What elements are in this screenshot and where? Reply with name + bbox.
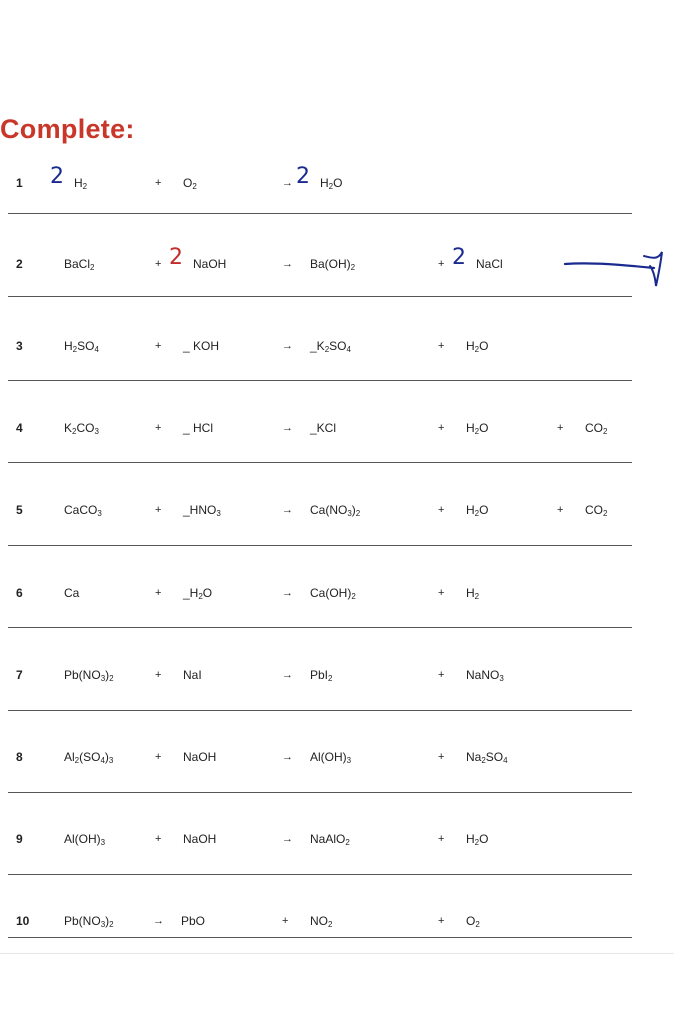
formula-text: Pb(NO bbox=[64, 668, 101, 682]
equation-number: 2 bbox=[16, 257, 23, 271]
plus-operator: + bbox=[438, 340, 445, 352]
chemical-term bbox=[183, 502, 221, 518]
formula-text: O bbox=[479, 832, 489, 846]
subscript: 2 bbox=[350, 263, 356, 272]
formula-text: O bbox=[183, 176, 193, 190]
equation-row bbox=[0, 502, 640, 542]
yields-arrow: → bbox=[282, 751, 293, 763]
equation-number: 8 bbox=[16, 750, 23, 764]
yields-arrow: → bbox=[153, 915, 164, 927]
formula-text: ) bbox=[105, 668, 110, 682]
chemical-term bbox=[183, 831, 216, 847]
formula-text: NaOH bbox=[183, 750, 217, 764]
chemical-term bbox=[320, 175, 342, 191]
chemical-term bbox=[466, 502, 488, 518]
subscript: 2 bbox=[474, 509, 480, 518]
subscript: 3 bbox=[100, 920, 106, 929]
plus-operator: + bbox=[438, 751, 445, 763]
row-divider bbox=[8, 937, 632, 938]
chemical-term bbox=[64, 913, 114, 929]
subscript: 2 bbox=[351, 592, 356, 601]
chemical-term bbox=[310, 585, 356, 601]
yields-arrow: → bbox=[282, 669, 293, 681]
subscript: 2 bbox=[72, 427, 77, 436]
chemical-term bbox=[183, 420, 213, 436]
handwritten-coefficient: 2 bbox=[296, 164, 310, 189]
subscript: 2 bbox=[109, 674, 114, 683]
subscript: 2 bbox=[345, 838, 350, 847]
formula-text: CO bbox=[585, 503, 603, 517]
formula-text: O bbox=[479, 421, 489, 435]
equation-row bbox=[0, 749, 640, 789]
formula-text: Ca(OH) bbox=[310, 586, 352, 600]
formula-text: BaCl bbox=[64, 257, 91, 271]
subscript: 2 bbox=[474, 838, 480, 847]
chemical-term bbox=[466, 338, 488, 354]
formula-text: PbI bbox=[310, 668, 329, 682]
handwritten-coefficient: 2 bbox=[169, 245, 183, 270]
formula-text: NaOH bbox=[183, 832, 217, 846]
formula-text: NaI bbox=[183, 668, 202, 682]
chemical-term bbox=[183, 338, 219, 354]
plus-operator: + bbox=[282, 915, 289, 927]
subscript: 2 bbox=[72, 345, 78, 354]
chemical-term bbox=[64, 256, 94, 272]
subscript: 4 bbox=[94, 345, 99, 354]
formula-text: SO bbox=[329, 339, 347, 353]
chemical-term bbox=[310, 338, 351, 354]
chemical-term bbox=[64, 502, 102, 518]
formula-text: Ca bbox=[64, 586, 80, 600]
subscript: 2 bbox=[90, 263, 95, 272]
subscript: 3 bbox=[346, 756, 352, 765]
chemical-term bbox=[466, 420, 488, 436]
chemical-term bbox=[183, 175, 197, 191]
equation-number: 4 bbox=[16, 421, 23, 435]
formula-text: CO bbox=[76, 421, 95, 435]
subscript: 2 bbox=[82, 182, 88, 191]
formula-text: Al bbox=[64, 750, 75, 764]
chemical-term bbox=[310, 420, 336, 436]
plus-operator: + bbox=[155, 422, 162, 434]
formula-text: _ KOH bbox=[183, 339, 220, 353]
row-divider bbox=[8, 710, 632, 711]
formula-text: Al(OH) bbox=[310, 750, 347, 764]
formula-text: _KCl bbox=[310, 421, 337, 435]
equation-row bbox=[0, 585, 640, 625]
subscript: 4 bbox=[346, 345, 351, 354]
plus-operator: + bbox=[557, 422, 564, 434]
plus-operator: + bbox=[155, 833, 162, 845]
formula-text: H bbox=[466, 503, 475, 517]
formula-text: K bbox=[64, 421, 73, 435]
handwritten-coefficient: 2 bbox=[452, 245, 466, 270]
subscript: 2 bbox=[355, 509, 361, 518]
page-edge-divider bbox=[0, 953, 674, 954]
chemical-term bbox=[64, 667, 114, 683]
formula-text: Pb(NO bbox=[64, 914, 101, 928]
subscript: 2 bbox=[328, 182, 334, 191]
yields-arrow: → bbox=[282, 258, 293, 270]
formula-text: Na bbox=[466, 750, 482, 764]
subscript: 3 bbox=[108, 756, 114, 765]
chemical-term bbox=[64, 585, 79, 601]
formula-text: Ca(NO bbox=[310, 503, 348, 517]
chemical-term bbox=[64, 749, 113, 765]
plus-operator: + bbox=[155, 669, 162, 681]
formula-text: O bbox=[479, 503, 489, 517]
plus-operator: + bbox=[155, 504, 162, 516]
subscript: 2 bbox=[324, 345, 330, 354]
chemical-term bbox=[310, 831, 350, 847]
subscript: 2 bbox=[328, 920, 333, 929]
yields-arrow: → bbox=[282, 177, 293, 189]
formula-text: ) bbox=[351, 503, 356, 517]
plus-operator: + bbox=[155, 258, 162, 270]
formula-text: _HNO bbox=[183, 503, 217, 517]
equation-number: 7 bbox=[16, 668, 23, 682]
chemical-term bbox=[310, 256, 355, 272]
chemical-term bbox=[64, 420, 99, 436]
row-divider bbox=[8, 874, 632, 875]
equation-row bbox=[0, 420, 640, 460]
yields-arrow: → bbox=[282, 587, 293, 599]
chemical-term bbox=[585, 502, 607, 518]
equation-number: 9 bbox=[16, 832, 23, 846]
formula-text: H bbox=[466, 832, 475, 846]
plus-operator: + bbox=[438, 587, 445, 599]
worksheet-heading: Complete: bbox=[0, 114, 135, 144]
yields-arrow: → bbox=[282, 422, 293, 434]
chemical-term bbox=[310, 913, 332, 929]
chemical-term bbox=[183, 749, 216, 765]
formula-text: ) bbox=[105, 914, 110, 928]
equation-row bbox=[0, 913, 640, 953]
chemical-term bbox=[310, 667, 332, 683]
subscript: 3 bbox=[100, 838, 106, 847]
chemical-term bbox=[310, 502, 360, 518]
formula-text: O bbox=[333, 176, 343, 190]
subscript: 2 bbox=[328, 674, 333, 683]
subscript: 3 bbox=[94, 427, 99, 436]
equation-row bbox=[0, 338, 640, 378]
plus-operator: + bbox=[155, 177, 162, 189]
equation-row bbox=[0, 667, 640, 707]
plus-operator: + bbox=[438, 258, 445, 270]
formula-text: O bbox=[202, 586, 213, 600]
chemical-term bbox=[74, 175, 87, 191]
subscript: 4 bbox=[100, 756, 105, 765]
formula-text: SO bbox=[485, 750, 504, 764]
formula-text: H bbox=[466, 586, 475, 600]
equation-row bbox=[0, 245, 640, 296]
chemical-term bbox=[64, 338, 99, 354]
plus-operator: + bbox=[438, 504, 445, 516]
plus-operator: + bbox=[557, 504, 564, 516]
subscript: 2 bbox=[109, 920, 114, 929]
row-divider bbox=[8, 380, 632, 381]
subscript: 2 bbox=[192, 182, 197, 191]
subscript: 3 bbox=[100, 674, 106, 683]
formula-text: H bbox=[466, 339, 475, 353]
subscript: 4 bbox=[503, 756, 508, 765]
plus-operator: + bbox=[155, 340, 162, 352]
chemical-term bbox=[64, 831, 105, 847]
chemical-term bbox=[193, 256, 226, 272]
plus-operator: + bbox=[438, 669, 445, 681]
plus-operator: + bbox=[155, 587, 162, 599]
row-divider bbox=[8, 213, 632, 214]
formula-text: H bbox=[74, 176, 83, 190]
formula-text: SO bbox=[77, 339, 95, 353]
chemical-term bbox=[181, 913, 205, 929]
subscript: 2 bbox=[474, 427, 480, 436]
formula-text: CO bbox=[585, 421, 603, 435]
formula-text: H bbox=[320, 176, 329, 190]
yields-arrow: → bbox=[282, 833, 293, 845]
handwritten-arrow-icon bbox=[562, 246, 666, 292]
chemical-term bbox=[585, 420, 607, 436]
formula-text: O bbox=[479, 339, 489, 353]
formula-text: _ HCl bbox=[183, 421, 214, 435]
formula-text: (SO bbox=[79, 750, 101, 764]
chemical-term bbox=[476, 256, 503, 272]
chemical-term bbox=[183, 585, 212, 601]
row-divider bbox=[8, 296, 632, 297]
formula-text: NaNO bbox=[466, 668, 500, 682]
equation-number: 5 bbox=[16, 503, 23, 517]
formula-text: Al(OH) bbox=[64, 832, 101, 846]
subscript: 2 bbox=[603, 509, 608, 518]
plus-operator: + bbox=[438, 915, 445, 927]
chemical-term bbox=[466, 667, 504, 683]
chemical-term bbox=[310, 749, 351, 765]
equation-row bbox=[0, 831, 640, 871]
plus-operator: + bbox=[438, 833, 445, 845]
formula-text: H bbox=[466, 421, 475, 435]
subscript: 2 bbox=[198, 592, 203, 601]
row-divider bbox=[8, 792, 632, 793]
equation-number: 1 bbox=[16, 176, 23, 190]
subscript: 2 bbox=[74, 756, 80, 765]
chemical-term bbox=[466, 749, 508, 765]
formula-text: H bbox=[64, 339, 73, 353]
handwritten-coefficient: 2 bbox=[50, 164, 64, 189]
row-divider bbox=[8, 545, 632, 546]
formula-text: O bbox=[466, 914, 476, 928]
equation-number: 3 bbox=[16, 339, 23, 353]
formula-text: ) bbox=[104, 750, 109, 764]
formula-text: Ba(OH) bbox=[310, 257, 351, 271]
subscript: 2 bbox=[481, 756, 486, 765]
subscript: 3 bbox=[97, 509, 102, 518]
formula-text: _H bbox=[183, 586, 199, 600]
equation-number: 10 bbox=[16, 914, 30, 928]
formula-text: _K bbox=[310, 339, 325, 353]
formula-text: NaOH bbox=[193, 257, 227, 271]
subscript: 2 bbox=[603, 427, 608, 436]
chemical-term bbox=[466, 585, 479, 601]
chemical-term bbox=[466, 913, 480, 929]
subscript: 2 bbox=[474, 592, 480, 601]
formula-text: NO bbox=[310, 914, 328, 928]
row-divider bbox=[8, 462, 632, 463]
yields-arrow: → bbox=[282, 340, 293, 352]
formula-text: NaCl bbox=[476, 257, 503, 271]
row-divider bbox=[8, 627, 632, 628]
subscript: 2 bbox=[475, 920, 480, 929]
chemical-term bbox=[466, 831, 488, 847]
subscript: 3 bbox=[216, 509, 221, 518]
subscript: 2 bbox=[474, 345, 480, 354]
formula-text: PbO bbox=[181, 914, 206, 928]
plus-operator: + bbox=[155, 751, 162, 763]
subscript: 3 bbox=[347, 509, 352, 518]
subscript: 3 bbox=[499, 674, 504, 683]
equation-row bbox=[0, 164, 640, 215]
formula-text: CaCO bbox=[64, 503, 98, 517]
yields-arrow: → bbox=[282, 504, 293, 516]
formula-text: NaAlO bbox=[310, 832, 346, 846]
equation-number: 6 bbox=[16, 586, 23, 600]
plus-operator: + bbox=[438, 422, 445, 434]
chemical-term bbox=[183, 667, 202, 683]
